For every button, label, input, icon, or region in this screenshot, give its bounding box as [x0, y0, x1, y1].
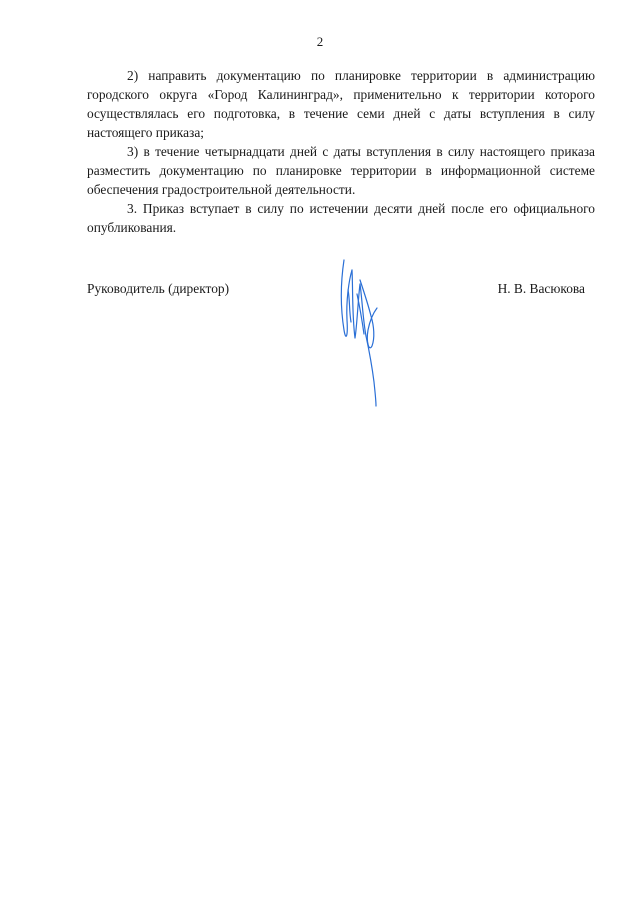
document-body — [87, 66, 595, 237]
paragraph-item-3: 3) в течение четырнадцати дней с даты вступления в силу настоящего приказа разместить документацию по планировке территории в информационной системе обеспечения градостроительной деятельности. — [87, 144, 595, 197]
page-number: 2 — [316, 34, 324, 49]
signatory-title: Руководитель (директор) — [87, 281, 230, 296]
handwritten-signature — [322, 250, 392, 410]
signatory-name: Н. В. Васюкова — [497, 281, 585, 296]
paragraph-clause-3: 3. Приказ вступает в силу по истечении десяти дней после его официального опубликования. — [87, 201, 595, 235]
paragraph-item-2: 2) направить документацию по планировке территории в администрацию городского округа «Город Калининград», применительно к территории которого осуществлялась его подготовка, в течение семи дней с даты вступления в силу настоящего приказа; — [87, 68, 595, 140]
